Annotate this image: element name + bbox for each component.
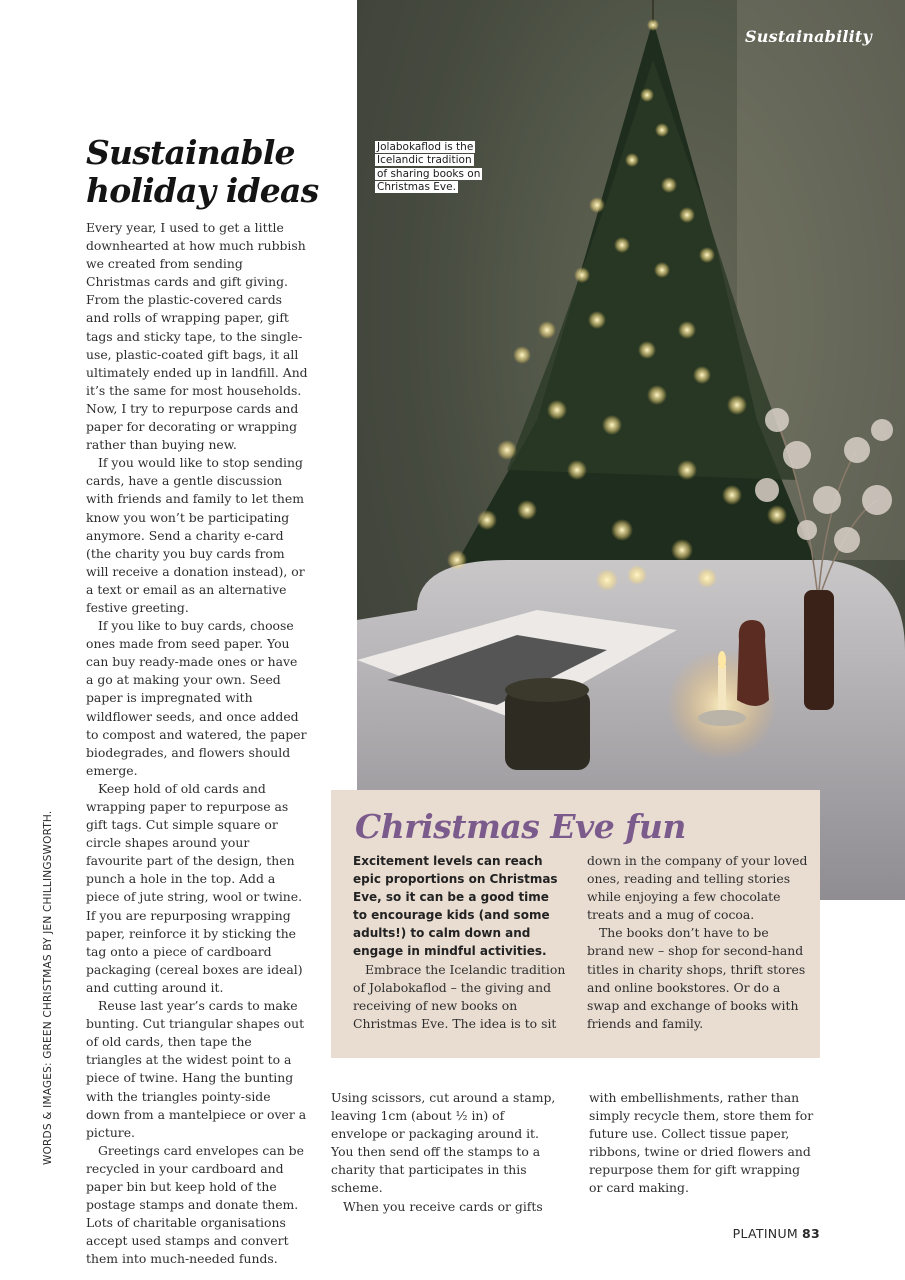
sidebar-title: Christmas Eve fun xyxy=(355,807,686,846)
article-paragraph: If you would like to stop sending cards, have a gentle discussion with friends and family to let them know you won’t be participating anymore. Send a charity e-card (the charity you buy cards from will receive a donation instead), or a text or email as an alternative festive greeting. xyxy=(86,455,305,615)
article-paragraph: When you receive cards or gifts xyxy=(343,1198,543,1214)
sidebar-paragraph: Embrace the Icelandic tradition of Jolabokaflod – the giving and receiving of new books on Christmas Eve. The idea is to sit xyxy=(353,961,566,1031)
magazine-name: PLATINUM xyxy=(732,1226,798,1241)
christmas-tree-photo xyxy=(357,0,905,900)
photo-caption xyxy=(375,141,485,195)
sidebar-paragraph: The books don’t have to be brand new – shop for second-hand titles in charity shops, thrift stores and online bookstores. Or do a swap and exchange of books with friends and family. xyxy=(587,925,806,1031)
page-number: 83 xyxy=(802,1226,820,1241)
article-paragraph: with embellishments, rather than simply recycle them, store them for future use. Collect tissue paper, ribbons, twine or dried flowers and repurpose them for gift wrapping or card making. xyxy=(589,1090,814,1196)
sidebar-column-left xyxy=(353,852,567,1033)
article-body-middle xyxy=(331,1089,559,1216)
article-paragraph: Every year, I used to get a little downhearted at how much rubbish we created from sending Christmas cards and gift giving. From the plastic-covered cards and rolls of wrapping paper, gift tags and sticky tape, to the single-use, plastic-coated gift bags, it all ultimately ended up in landfill. And it’s the same for most households. Now, I try to repurpose cards and paper for decorating or wrapping rather than buying new. xyxy=(86,220,308,453)
article-body-right xyxy=(589,1089,814,1198)
article-paragraph: Greetings card envelopes can be recycled in your cardboard and paper bin but keep hold of the postage stamps and donate them. Lots of charitable organisations accept used stamps and convert them into much-needed funds. xyxy=(86,1142,304,1267)
photo-caption-text: Jolabokaflod is the Icelandic tradition of sharing books on Christmas Eve. xyxy=(377,141,481,194)
sidebar-lead: Excitement levels can reach epic proportions on Christmas Eve, so it can be a good time to encourage kids (and some adults!) to calm down and engage in mindful activities. xyxy=(353,854,558,959)
article-body-left xyxy=(86,219,308,1268)
photo-credit: WORDS & IMAGES: GREEN CHRISTMAS BY JEN CHILLINGSWORTH. xyxy=(42,810,54,1165)
section-label: Sustainability xyxy=(745,27,872,46)
article-paragraph: Using scissors, cut around a stamp, leaving 1cm (about ½ in) of envelope or packaging around it. You then send off the stamps to a charity that participates in this scheme. xyxy=(331,1090,556,1196)
christmas-tree-illustration xyxy=(357,0,905,900)
sidebar-paragraph: down in the company of your loved ones, reading and telling stories while enjoying a few chocolate treats and a mug of cocoa. xyxy=(587,853,808,923)
article-paragraph: Keep hold of old cards and wrapping paper to repurpose as gift tags. Cut simple square or circle shapes around your favourite part of the design, then punch a hole in the top. Add a piece of jute string, wool or twine. If you are repurposing wrapping paper, reinforce it by sticking the tag onto a piece of cardboard packaging (cereal boxes are ideal) and cutting around it. xyxy=(86,780,303,995)
article-paragraph: Reuse last year’s cards to make bunting. Cut triangular shapes out of old cards, then tape the triangles at the widest point to a piece of twine. Hang the bunting with the triangles pointy-side down from a mantelpiece or over a picture. xyxy=(86,998,307,1140)
article-paragraph: If you like to buy cards, choose ones made from seed paper. You can buy ready-made ones or have a go at making your own. Seed paper is impregnated with wildflower seeds, and once added to compost and watered, the paper biodegrades, and flowers should emerge. xyxy=(86,618,307,778)
article-headline: Sustainable holiday ideas xyxy=(86,133,319,210)
sidebar-column-right xyxy=(587,852,809,1033)
page-folio xyxy=(733,1226,820,1241)
